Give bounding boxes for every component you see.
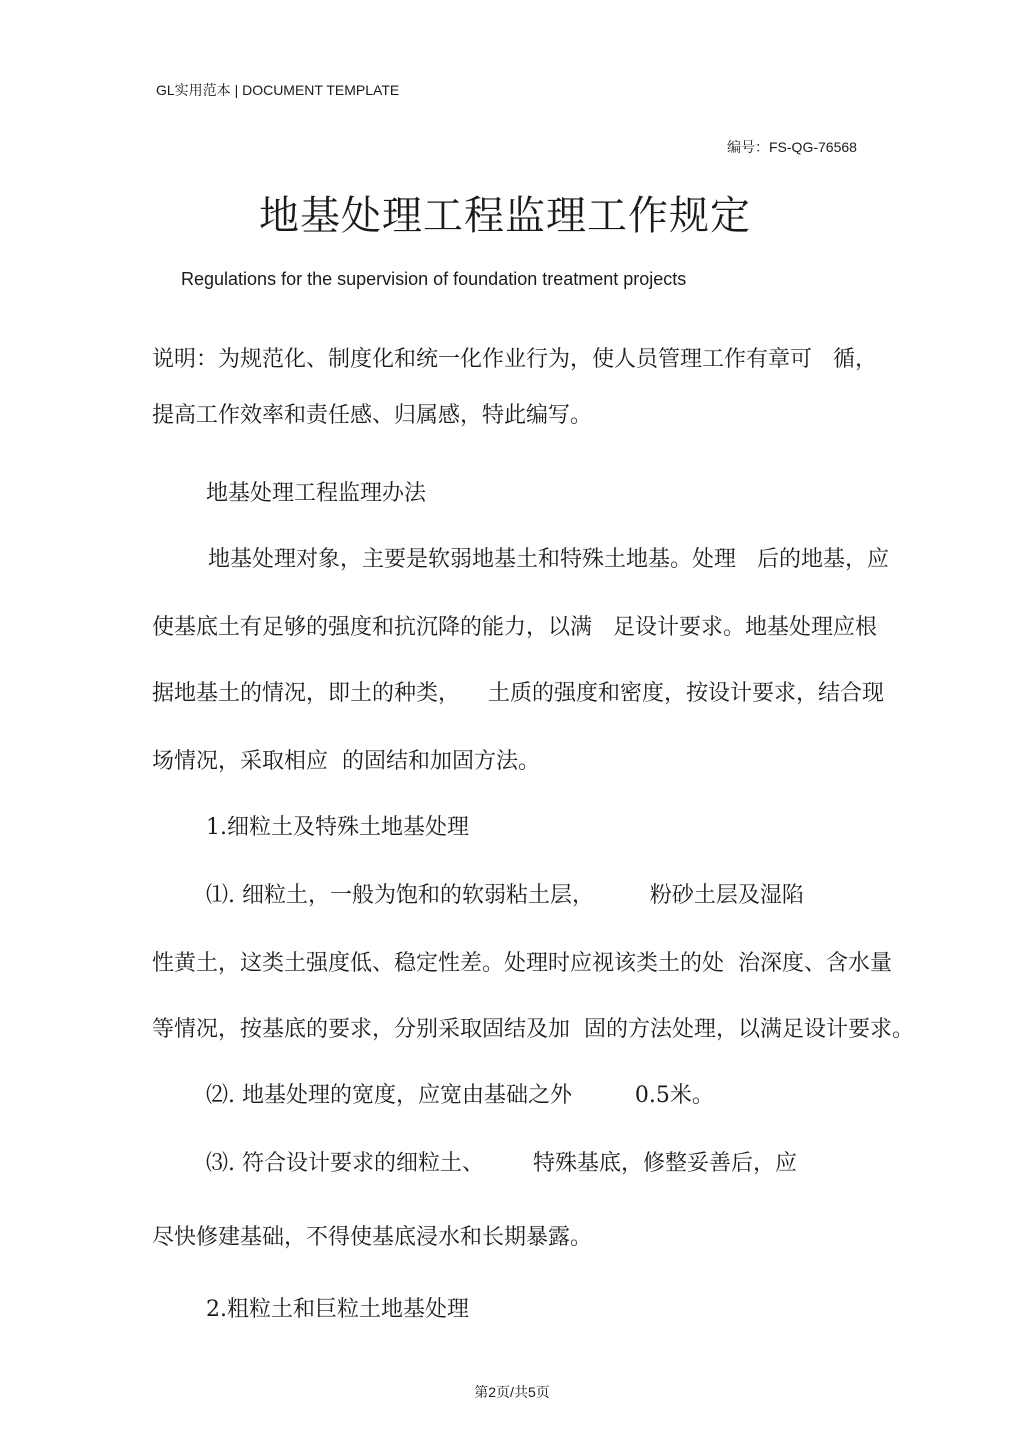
list-item: ⑴. 细粒土，一般为饱和的软弱粘土层， 粉砂土层及湿陷: [206, 883, 804, 908]
body-line: 场情况，采取相应 的固结和加固方法。: [152, 749, 540, 774]
body-line: 使基底土有足够的强度和抗沉降的能力，以满 足设计要求。地基处理应根: [152, 615, 877, 640]
list-item: ⑵. 地基处理的宽度，应宽由基础之外 0.5米。: [206, 1083, 714, 1108]
list-item: ⑶. 符合设计要求的细粒土、 特殊基底，修整妥善后，应: [206, 1151, 797, 1176]
header-label: GL实用范本 | DOCUMENT TEMPLATE: [156, 82, 400, 98]
body-line: 等情况，按基底的要求，分别采取固结及加 固的方法处理，以满足设计要求。: [152, 1017, 914, 1042]
body-line: 性黄土，这类土强度低、稳定性差。处理时应视该类土的处 治深度、含水量: [152, 951, 892, 976]
body-line: 地基处理对象，主要是软弱地基土和特殊土地基。处理 后的地基，应: [208, 547, 889, 572]
body-line: 据地基土的情况，即土的种类， 土质的强度和密度，按设计要求，结合现: [152, 681, 884, 706]
section-heading: 地基处理工程监理办法: [206, 481, 427, 506]
document-subtitle: Regulations for the supervision of foundation treatment projects: [181, 269, 687, 289]
document-number: 编号：FS-QG-76568: [727, 139, 857, 155]
section-heading: 1.细粒土及特殊土地基处理: [206, 815, 469, 840]
body-line: 提高工作效率和责任感、归属感，特此编写。: [152, 403, 593, 428]
body-line: 说明：为规范化、制度化和统一化作业行为，使人员管理工作有章可 循，: [152, 347, 877, 372]
document-title: 地基处理工程监理工作规定: [259, 193, 751, 239]
page-indicator: 第2页/共5页: [474, 1384, 550, 1400]
section-heading: 2.粗粒土和巨粒土地基处理: [206, 1297, 469, 1322]
body-line: 尽快修建基础，不得使基底浸水和长期暴露。: [152, 1225, 593, 1250]
